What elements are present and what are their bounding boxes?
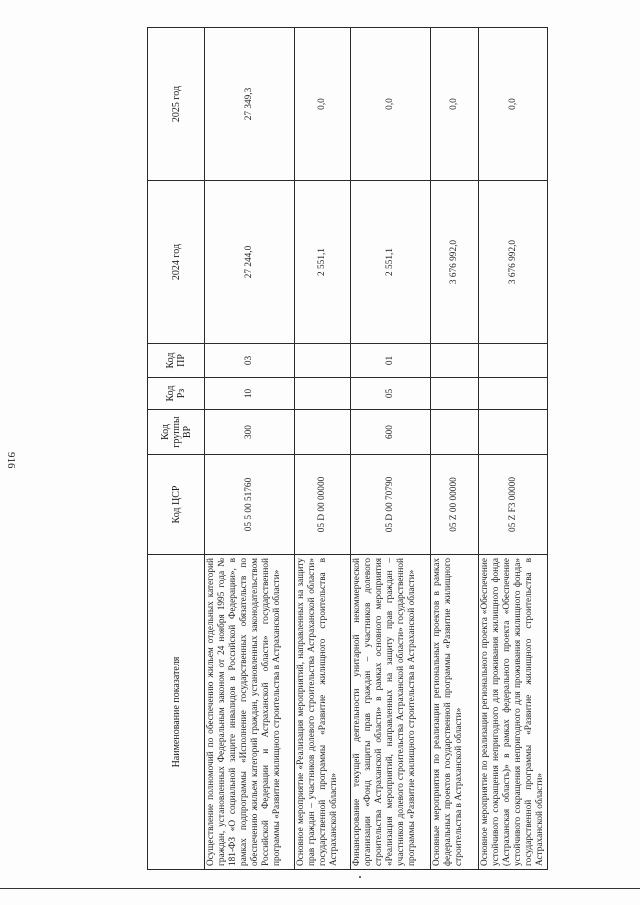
page-bottom-rule — [0, 888, 640, 889]
header-2024: 2024 год — [148, 181, 205, 344]
header-csr: Код ЦСР — [148, 455, 205, 555]
row-pr — [295, 344, 351, 378]
table-row — [205, 28, 295, 870]
page-number: 916 — [5, 452, 17, 469]
scan-mark — [359, 876, 361, 878]
row-2024: 2 551,1 — [295, 181, 351, 344]
row-vr — [479, 410, 548, 455]
row-csr: 05 D 00 70790 — [351, 455, 431, 555]
row-pr: 03 — [205, 344, 295, 378]
row-pr: 01 — [351, 344, 431, 378]
row-csr: 05 Z F3 00000 — [479, 455, 548, 555]
row-csr: 05 5 00 51760 — [205, 455, 295, 555]
row-rz: 10 — [205, 378, 295, 410]
row-vr: 600 — [351, 410, 431, 455]
row-2025: 0,0 — [431, 28, 479, 181]
table-row — [479, 28, 548, 870]
row-2025: 27 349,3 — [205, 28, 295, 181]
row-2025: 0,0 — [295, 28, 351, 181]
row-name: Финансирование текущей деятельности унитарной некоммерческой организации «Фонд защиты прав граждан – участников долевого строительства Астраханской области» в рамках основного мероприятия «Реализация мероприятий, направленных на защиту прав граждан – участников долевого строительства Астраханской области» государственной программы «Развитие жилищного строительства в Астраханской области» — [351, 555, 431, 870]
table-row — [351, 28, 431, 870]
row-csr: 05 Z 00 00000 — [431, 455, 479, 555]
row-2024: 27 244,0 — [205, 181, 295, 344]
row-name: Основные мероприятия по реализации региональных проектов в рамках федеральных проектов государственной программы «Развитие жилищного строительства в Астраханской области» — [431, 555, 479, 870]
header-name: Наименование показателя — [148, 555, 205, 870]
row-rz: 05 — [351, 378, 431, 410]
header-pr: Код ПР — [148, 344, 205, 378]
row-2024: 3 676 992,0 — [431, 181, 479, 344]
budget-table — [147, 27, 548, 870]
table-row — [431, 28, 479, 870]
rotated-table-wrapper — [147, 28, 544, 870]
row-vr: 300 — [205, 410, 295, 455]
row-2025: 0,0 — [351, 28, 431, 181]
row-rz — [431, 378, 479, 410]
row-name: Основное мероприятие «Реализация мероприятий, направленных на защиту прав граждан – участников долевого строительства Астраханской области» государственной программы «Развитие жилищного строительства в Астраханской области» — [295, 555, 351, 870]
row-rz — [479, 378, 548, 410]
table-header-row — [148, 28, 205, 870]
row-vr — [431, 410, 479, 455]
row-name: Осуществление полномочий по обеспечению жильем отдельных категорий граждан, установленных Федеральным законом от 24 ноября 1995 года № 181-ФЗ «О социальной защите инвалидов в Российской Федерации», в рамках подпрограммы «Исполнение государственных обязательств по обеспечению жильем категорий граждан, установленных законодательством Российской Федерации и Астраханской области» государственной программы «Развитие жилищного строительства в Астраханской области» — [205, 555, 295, 870]
row-pr — [479, 344, 548, 378]
row-rz — [295, 378, 351, 410]
row-2025: 0,0 — [479, 28, 548, 181]
row-pr — [431, 344, 479, 378]
row-csr: 05 D 00 00000 — [295, 455, 351, 555]
header-vr: Код группы ВР — [148, 410, 205, 455]
row-2024: 3 676 992,0 — [479, 181, 548, 344]
header-2025: 2025 год — [148, 28, 205, 181]
row-vr — [295, 410, 351, 455]
row-name: Основное мероприятие по реализации регионального проекта «Обеспечение устойчивого сокращения непригодного для проживания жилищного фонда (Астраханская область)» в рамках федерального проекта «Обеспечение устойчивого сокращения непригодного для проживания жилищного фонда» государственной программы «Развитие жилищного строительства в Астраханской области» — [479, 555, 548, 870]
table-row — [295, 28, 351, 870]
header-rz: Код Рз — [148, 378, 205, 410]
row-2024: 2 551,1 — [351, 181, 431, 344]
